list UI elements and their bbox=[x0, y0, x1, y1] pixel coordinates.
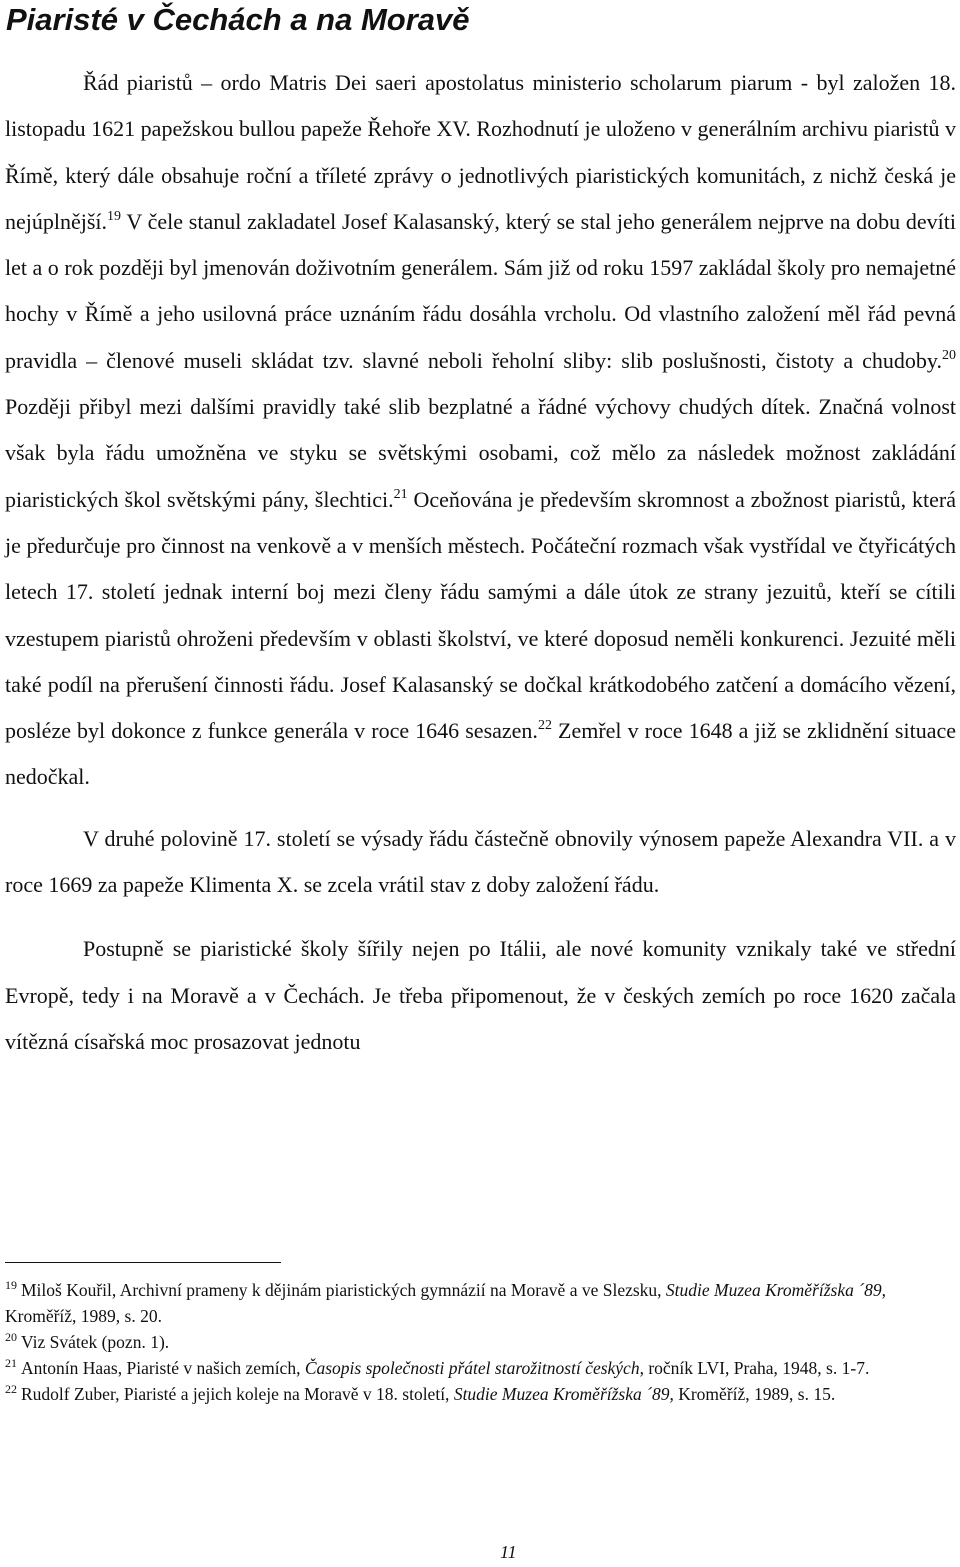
footnote-ref-21[interactable]: 21 bbox=[393, 486, 408, 502]
footnote-ref-19[interactable]: 19 bbox=[107, 208, 122, 224]
footnote-number: 21 bbox=[5, 1356, 17, 1370]
footnote-tail: , Kroměříž, 1989, s. 20. bbox=[5, 1280, 886, 1326]
paragraph-1-part-4: Oceňována je především skromnost a zbožnost piaristů, která je předurčuje pro činnost na venkově a v menších městech. Počáteční rozmach však vystřídal ve čtyřicátých letech 17. století jednak interní boj mezi členy řádu samými a dále útok ze strany jezuitů, kteří se cítili vzestupem piaristů ohroženi především v oblasti školství, ve které doposud neměli konkurenci. Jezuité měli také podíl na přerušení činnosti řádu. Josef Kalasanský se dočkal krátkodobého zatčení a domácího vězení, posléze byl dokonce z funkce generála v roce 1646 sesazen. bbox=[5, 486, 956, 744]
paragraph-1-part-3: Později přibyl mezi dalšími pravidly také slib bezplatné a řádné výchovy chudých dítek. Značná volnost však byla řádu umožněna ve styku se světskými osobami, což mělo za následek možnost zakládání piaristických škol světskými pány, šlechtici. bbox=[5, 394, 956, 512]
paragraph-2: V druhé polovině 17. století se výsady řádu částečně obnovily výnosem papeže Alexandra VII. a v roce 1669 za papeže Klimenta X. se zcela vrátil stav z doby založení řádu. bbox=[5, 825, 956, 898]
footnote-ref-20[interactable]: 20 bbox=[942, 347, 956, 363]
footnote-ref-22[interactable]: 22 bbox=[537, 718, 552, 734]
footnote-number: 19 bbox=[5, 1278, 17, 1292]
footnote-number: 22 bbox=[5, 1382, 17, 1396]
footnote-19 bbox=[5, 1277, 935, 1329]
chapter-heading: Piaristé v Čechách a na Moravě bbox=[6, 2, 470, 37]
footnote-22 bbox=[5, 1381, 935, 1407]
footnote-italic: Studie Muzea Kroměřížska ´89 bbox=[665, 1280, 882, 1300]
footnote-divider bbox=[5, 1262, 281, 1263]
footnote-20 bbox=[5, 1329, 935, 1355]
footnote-text: Miloš Kouřil, Archivní prameny k dějinám piaristických gymnázií na Moravě a ve Slezsku, bbox=[21, 1280, 666, 1300]
footnote-text: Rudolf Zuber, Piaristé a jejich koleje na Moravě v 18. století, bbox=[21, 1384, 454, 1404]
footnotes bbox=[5, 1277, 935, 1407]
footnote-21 bbox=[5, 1355, 935, 1381]
footnote-italic: Časopis společnosti přátel starožitností českých bbox=[304, 1358, 640, 1378]
footnote-tail: , ročník LVI, Praha, 1948, s. 1-7. bbox=[639, 1358, 870, 1378]
paragraph-1 bbox=[5, 60, 956, 801]
footnote-number: 20 bbox=[5, 1330, 17, 1344]
footnote-tail: , Kroměříž, 1989, s. 15. bbox=[669, 1384, 836, 1404]
paragraph-1-part-2: V čele stanul zakladatel Josef Kalasanský, který se stal jeho generálem nejprve na dobu devíti let a o rok později byl jmenován doživotním generálem. Sám již od roku 1597 zakládal školy pro nemajetné hochy v Římě a jeho usilovná práce uznáním řádu dosáhla vrcholu. Od vlastního založení měl řád pevná pravidla – členové museli skládat tzv. slavné neboli řeholní sliby: slib poslušnosti, čistoty a chudoby. bbox=[5, 208, 956, 373]
page-number: 11 bbox=[500, 1542, 517, 1562]
footnote-text: Viz Svátek (pozn. 1). bbox=[21, 1332, 170, 1352]
paragraph-1-part-1: Řád piaristů – ordo Matris Dei saeri apostolatus ministerio scholarum piarum - byl založen 18. listopadu 1621 papežskou bullou papeže Řehoře XV. Rozhodnutí je uloženo v generálním archivu piaristů v Římě, který dále obsahuje roční a tříleté zprávy o jednotlivých piaristických komunitách, z nichž česká je nejúplnější. bbox=[5, 70, 956, 234]
body-text bbox=[5, 60, 956, 1065]
footnote-italic: Studie Muzea Kroměřížska ´89 bbox=[453, 1384, 670, 1404]
paragraph-3: Postupně se piaristické školy šířily nejen po Itálii, ale nové komunity vznikaly také ve střední Evropě, tedy i na Moravě a v Čechách. Je třeba připomenout, že v českých zemích po roce 1620 začala vítězná císařská moc prosazovat jednotu bbox=[5, 936, 956, 1054]
footnote-text: Antonín Haas, Piaristé v našich zemích, bbox=[21, 1358, 305, 1378]
paragraph-1-part-5: Zemřel v roce 1648 a již se zklidnění situace nedočkal. bbox=[5, 718, 957, 790]
